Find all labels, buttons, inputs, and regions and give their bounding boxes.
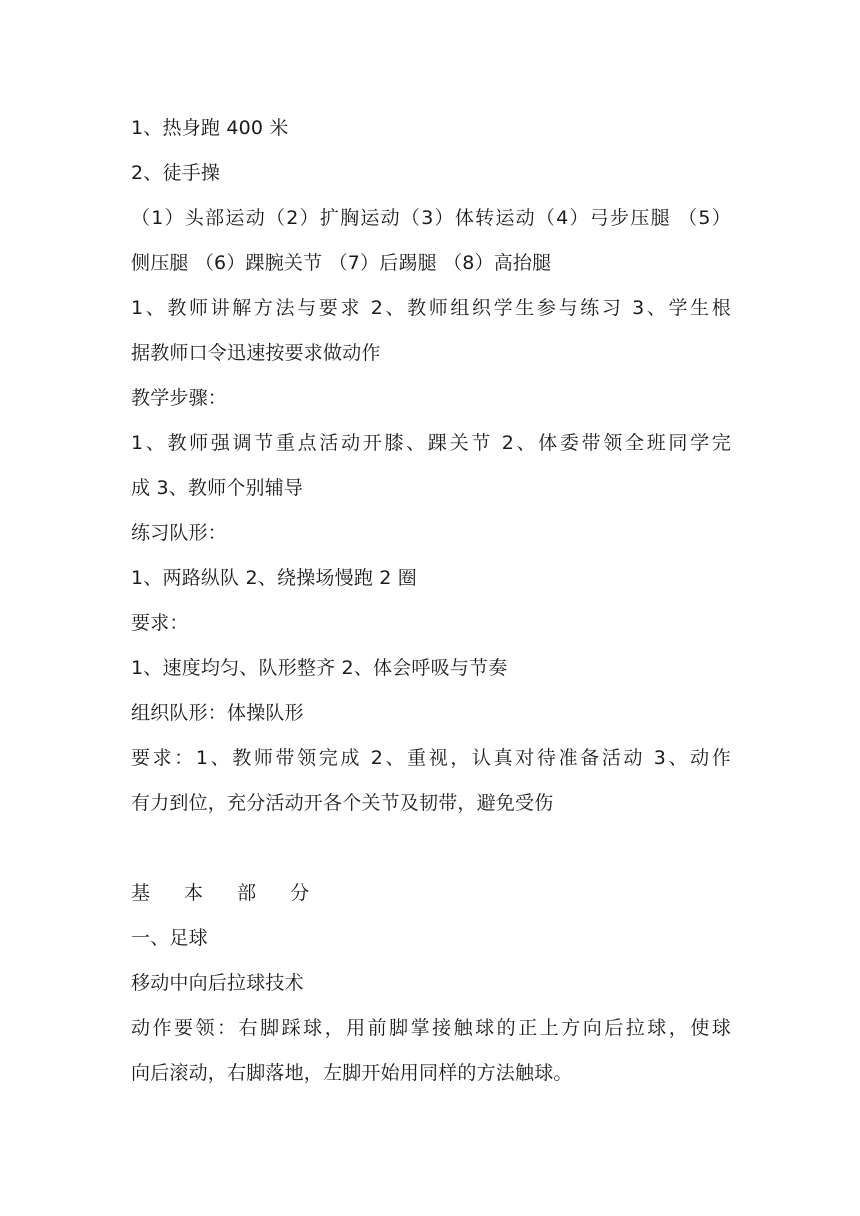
text-line: 据教师口令迅速按要求做动作 [131,342,381,364]
text-line: 侧压腿 （6）踝腕关节 （7）后踢腿 （8）高抬腿 [131,252,552,274]
text-line: （1）头部运动（2）扩胸运动（3）体转运动（4）弓步压腿 （5） [131,207,731,229]
text-line: 1、两路纵队 2、绕操场慢跑 2 圈 [131,567,417,589]
blank-line [131,829,731,874]
document-body [131,109,731,1099]
text-line: 要求： [131,612,189,634]
text-line: 1、教师讲解方法与要求 2、教师组织学生参与练习 3、学生根 [131,297,731,319]
section-heading: 基 本 部 分 [131,882,324,904]
text-line: 1、教师强调节重点活动开膝、踝关节 2、体委带领全班同学完 [131,432,731,454]
text-line: 要求：1、教师带领完成 2、重视，认真对待准备活动 3、动作 [131,747,731,769]
text-line: 1、热身跑 400 米 [131,117,289,139]
text-line: 移动中向后拉球技术 [131,972,304,994]
text-line: 组织队形：体操队形 [131,702,304,724]
text-line: 动作要领：右脚踩球，用前脚掌接触球的正上方向后拉球，使球 [131,1017,731,1039]
text-line: 有力到位，充分活动开各个关节及韧带，避免受伤 [131,792,554,814]
text-line: 教学步骤： [131,387,228,409]
text-line: 1、速度均匀、队形整齐 2、体会呼吸与节奏 [131,657,508,679]
text-line: 一、足球 [131,927,208,949]
text-line: 成 3、教师个别辅导 [131,477,304,499]
text-line: 2、徒手操 [131,162,221,184]
text-line: 练习队形： [131,522,228,544]
text-line: 向后滚动，右脚落地，左脚开始用同样的方法触球。 [131,1062,573,1084]
